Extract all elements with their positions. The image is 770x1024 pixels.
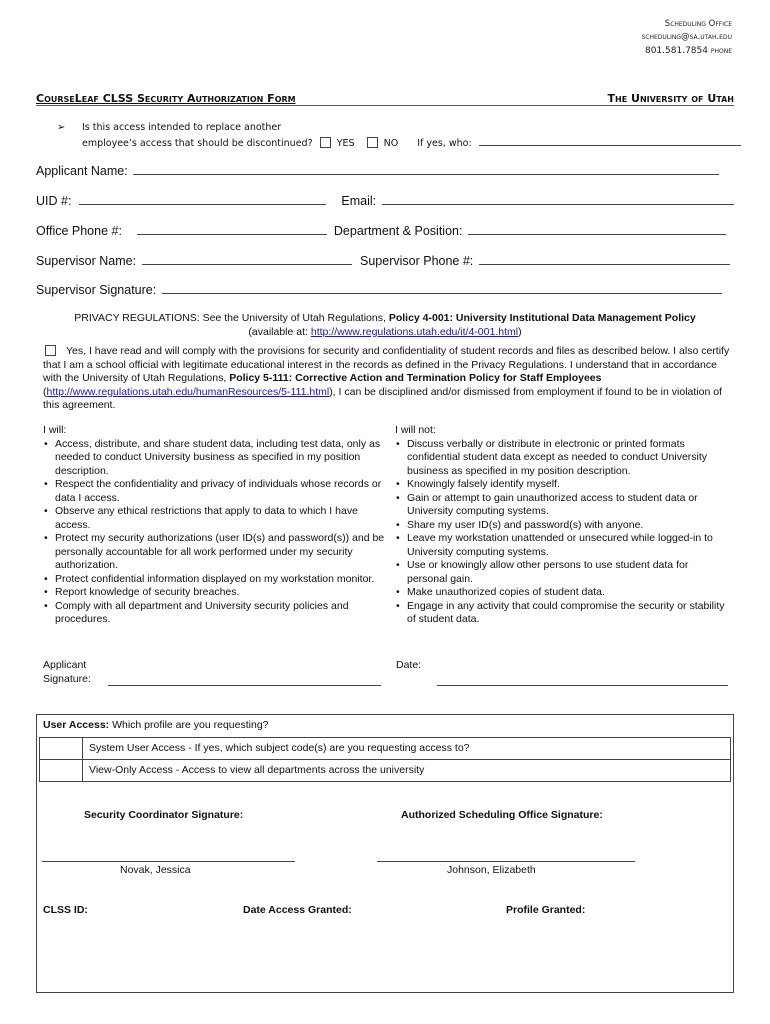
option1-cell: [82, 737, 731, 760]
applicant-label-1: Applicant: [43, 659, 87, 671]
scheduling-name: Johnson, Elizabeth: [447, 864, 536, 876]
agreement-paragraph: [43, 345, 733, 413]
will-item: • Comply with all department and University security policies and procedures.: [43, 600, 388, 627]
agree-checkbox[interactable]: [45, 345, 56, 356]
will-column: [43, 424, 388, 627]
office-phone: [641, 44, 732, 58]
policy-5-111-link[interactable]: http://www.regulations.utah.edu/humanResources/5-111.html: [46, 385, 330, 398]
user-access-question: Which profile are you requesting?: [112, 719, 269, 731]
office-contact: [641, 18, 732, 58]
will-not-item: • Discuss verbally or distribute in electronic or printed formats confidential student data except as needed to conduct University business as specified in my position description.: [395, 438, 730, 479]
office-phone-label: Office Phone #:: [36, 224, 122, 238]
will-not-list: [395, 438, 730, 627]
privacy-prefix: PRIVACY REGULATIONS: See the University of Utah Regulations,: [74, 312, 386, 324]
will-not-item: • Leave my workstation unattended or unsecured while logged-in to University computing systems.: [395, 532, 730, 559]
available-suffix: ): [518, 325, 522, 338]
will-not-item: • Gain or attempt to gain unauthorized access to student data or University computing systems.: [395, 492, 730, 519]
coordinator-signature-line[interactable]: [42, 852, 295, 862]
after-link-text: ), I can be disciplined and/or dismissed from employment if found to be in violation of this agreement.: [43, 385, 722, 411]
profile-granted-label: Profile Granted:: [506, 904, 586, 916]
office-phone-row: [36, 223, 726, 238]
will-not-column: [395, 424, 730, 627]
link2-prefix: (: [43, 385, 47, 398]
system-user-access-option: System User Access - If yes, which subject code(s) are you requesting access to?: [89, 742, 470, 754]
phone-label: phone: [710, 46, 732, 55]
no-checkbox[interactable]: [367, 137, 378, 148]
email-input[interactable]: [382, 193, 734, 205]
coordinator-name: Novak, Jessica: [120, 864, 191, 876]
office-name: Scheduling Office: [664, 19, 732, 29]
supervisor-signature-input[interactable]: [162, 282, 722, 294]
form-title-row: [36, 92, 734, 106]
yes-label: YES: [336, 138, 355, 149]
applicant-signature-input[interactable]: [108, 676, 381, 686]
email-label: Email:: [341, 194, 377, 208]
arrow-bullet-icon: ➢: [57, 122, 66, 133]
applicant-name-input[interactable]: [133, 163, 719, 175]
uid-row: [36, 193, 734, 208]
available-prefix: (available at:: [248, 325, 308, 338]
access-box: [36, 714, 734, 993]
will-not-heading: I will not:: [395, 424, 436, 436]
office-email: scheduling@sa.utah.edu: [641, 32, 732, 42]
scheduling-signature-line[interactable]: [377, 852, 635, 862]
will-not-item: • Knowingly falsely identify myself.: [395, 478, 730, 492]
security-coordinator-label: Security Coordinator Signature:: [84, 809, 244, 821]
will-not-item: • Share my user ID(s) and password(s) with anyone.: [395, 519, 730, 533]
date-access-granted-label: Date Access Granted:: [243, 904, 352, 916]
user-access-label: User Access:: [43, 719, 110, 731]
will-item: • Protect my security authorizations (user ID(s) and password(s)) and be personally accountable for all work performed under my security authorization.: [43, 532, 388, 573]
yes-checkbox[interactable]: [320, 137, 331, 148]
scheduling-office-label: Authorized Scheduling Office Signature:: [401, 809, 603, 821]
question-line-2: employee’s access that should be discontinued?: [82, 138, 313, 149]
supervisor-phone-input[interactable]: [479, 253, 730, 265]
uid-label: UID #:: [36, 194, 72, 208]
replace-question: [57, 121, 282, 134]
will-item: • Observe any ethical restrictions that apply to data to which I have access.: [43, 505, 388, 532]
will-not-item: • Engage in any activity that could compromise the security or stability of student data.: [395, 600, 730, 627]
supervisor-name-label: Supervisor Name:: [36, 254, 137, 268]
applicant-name-row: [36, 163, 719, 178]
will-not-item: • Make unauthorized copies of student data.: [395, 586, 730, 600]
date-label: Date:: [396, 659, 422, 671]
option2-cell: [82, 759, 731, 782]
will-list: [43, 438, 388, 627]
will-heading: I will:: [43, 424, 67, 436]
supervisor-name-input[interactable]: [142, 253, 352, 265]
privacy-policy: Policy 4-001: University Institutional Data Management Policy: [388, 312, 696, 324]
supervisor-phone-label: Supervisor Phone #:: [360, 254, 474, 268]
supervisor-row: [36, 253, 730, 268]
option2-checkbox-cell[interactable]: [39, 759, 83, 782]
will-item: • Protect confidential information displayed on my workstation monitor.: [43, 573, 388, 587]
agree-text: Yes, I have read and will comply with the provisions for security and confidentiality of student records and files as described below. I also certify that I am a school official with legitimate educational interest in the records as defined in the Privacy Regulations. I understand that in accordance with the University of Utah Regulations,: [43, 345, 730, 384]
office-phone-input[interactable]: [137, 223, 327, 235]
no-label: NO: [383, 138, 399, 149]
clss-id-label: CLSS ID:: [43, 904, 88, 916]
will-not-item: • Use or knowingly allow other persons to use student data for personal gain.: [395, 559, 730, 586]
date-input[interactable]: [437, 676, 728, 686]
will-item: • Respect the confidentiality and privacy of individuals whose records or data I access.: [43, 478, 388, 505]
user-access-prompt: [43, 719, 269, 733]
policy-4-001-link[interactable]: http://www.regulations.utah.edu/it/4-001.html: [310, 325, 519, 338]
if-yes-who-input[interactable]: [479, 134, 741, 146]
question-line-1: Is this access intended to replace another: [82, 122, 282, 133]
option1-checkbox-cell[interactable]: [39, 737, 83, 760]
phone-number: 801.581.7854: [645, 46, 708, 56]
will-item: • Access, distribute, and share student data, including test data, only as needed to conduct University business as specified in my position description.: [43, 438, 388, 479]
applicant-signature-label: [43, 659, 91, 686]
policy-5-111: Policy 5-111: Corrective Action and Termination Policy for Staff Employees: [229, 372, 602, 384]
applicant-name-label: Applicant Name:: [36, 164, 128, 178]
uid-input[interactable]: [79, 193, 326, 205]
view-only-access-option: View-Only Access - Access to view all departments across the university: [89, 764, 425, 776]
department-label: Department & Position:: [333, 224, 463, 238]
applicant-label-2: Signature:: [43, 672, 91, 685]
department-input[interactable]: [468, 223, 726, 235]
will-item: • Report knowledge of security breaches.: [43, 586, 388, 600]
supervisor-signature-row: [36, 282, 722, 297]
form-title: CourseLeaf CLSS Security Authorization Form: [36, 92, 296, 105]
question-line-2-row: [82, 134, 741, 150]
supervisor-signature-label: Supervisor Signature:: [36, 283, 157, 297]
if-yes-label: If yes, who:: [417, 138, 472, 149]
university-name: The University of Utah: [607, 92, 734, 105]
privacy-regulations: [36, 312, 734, 339]
